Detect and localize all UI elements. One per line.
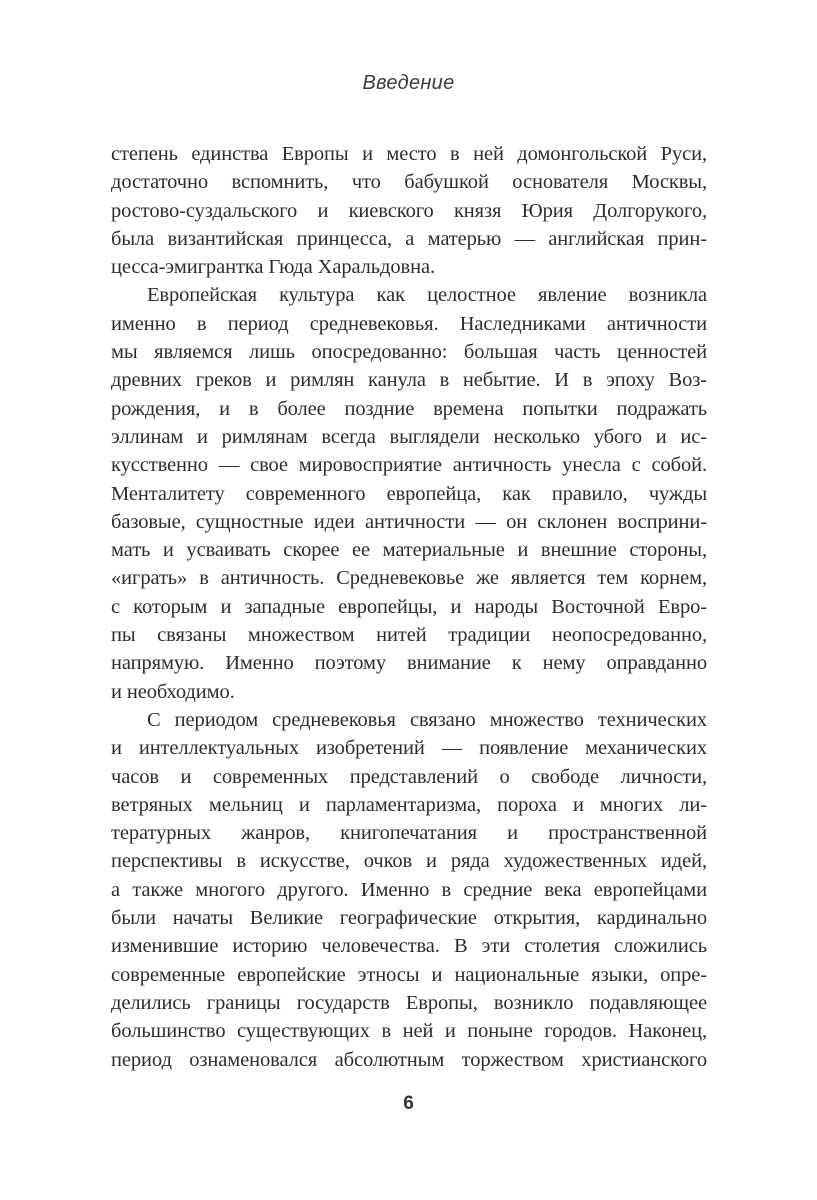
text-line: степень единства Европы и место в ней домонгольской Руси, [111,143,707,165]
text-line: достаточно вспомнить, что бабушкой основателя Москвы, [111,171,707,194]
text-line: Менталитету современного европейца, как правило, чужды [111,482,707,505]
text-line: с которым и западные европейцы, и народы Восточной Евро- [111,595,707,618]
text-line: базовые, сущностные идеи античности — он склонен восприни- [111,510,707,533]
text-line: цесса-эмигрантка Гюда Харальдовна. [111,256,435,279]
text-line: эллинам и римлянам всегда выглядели несколько убого и ис- [111,425,707,448]
text-line: делились границы государств Европы, возникло подавляющее [111,991,707,1014]
text-line: рождения, и в более поздние времена попытки подражать [111,397,707,420]
text-line: была византийская принцесса, а матерью — английская прин- [111,227,707,250]
text-line: и необходимо. [111,680,235,703]
text-line: были начаты Великие географические открытия, кардинально [111,907,707,930]
text-line: напрямую. Именно поэтому внимание к нему оправданно [111,652,707,675]
text-line: часов и современных представлений о свободе личности, [111,765,707,788]
text-line: ростово-суздальского и киевского князя Юрия Долгорукого, [111,199,707,222]
paragraph [111,706,707,1074]
text-line: ветряных мельниц и парламентаризма, пороха и многих ли- [111,793,707,816]
text-line: а также многого другого. Именно в средние века европейцами [111,878,707,901]
text-line: кусственно — свое мировосприятие античность унесла с собой. [111,454,707,477]
text-line: Европейская культура как целостное явление возникла [147,284,707,307]
text-line: С периодом средневековья связано множество технических [147,708,707,731]
text-line: перспективы в искусстве, очков и ряда художественных идей, [111,850,707,873]
text-block [111,140,707,1074]
text-line: и интеллектуальных изобретений — появление механических [111,737,707,760]
text-line: период ознаменовался абсолютным торжеством христианского [111,1048,707,1071]
text-line: современные европейские этносы и национальные языки, опре- [111,963,707,986]
text-line: мать и усваивать скорее ее материальные и внешние стороны, [111,539,707,562]
page-number: 6 [403,1093,414,1114]
text-line: именно в период средневековья. Наследниками античности [111,312,707,335]
running-header: Введение [362,72,455,94]
text-line: «играть» в античность. Средневековье же является тем корнем, [111,567,707,590]
paragraph [111,281,707,705]
text-line: древних греков и римлян канула в небытие. И в эпоху Воз- [111,369,707,392]
text-line: тературных жанров, книгопечатания и пространственной [111,822,707,845]
text-line: пы связаны множеством нитей традиции неопосредованно, [111,624,707,647]
text-line: изменившие историю человечества. В эти столетия сложились [111,935,707,958]
paragraph [111,140,707,281]
text-line: большинство существующих в ней и поныне городов. Наконец, [111,1020,707,1043]
text-line: мы являемся лишь опосредованно: большая часть ценностей [111,341,707,364]
